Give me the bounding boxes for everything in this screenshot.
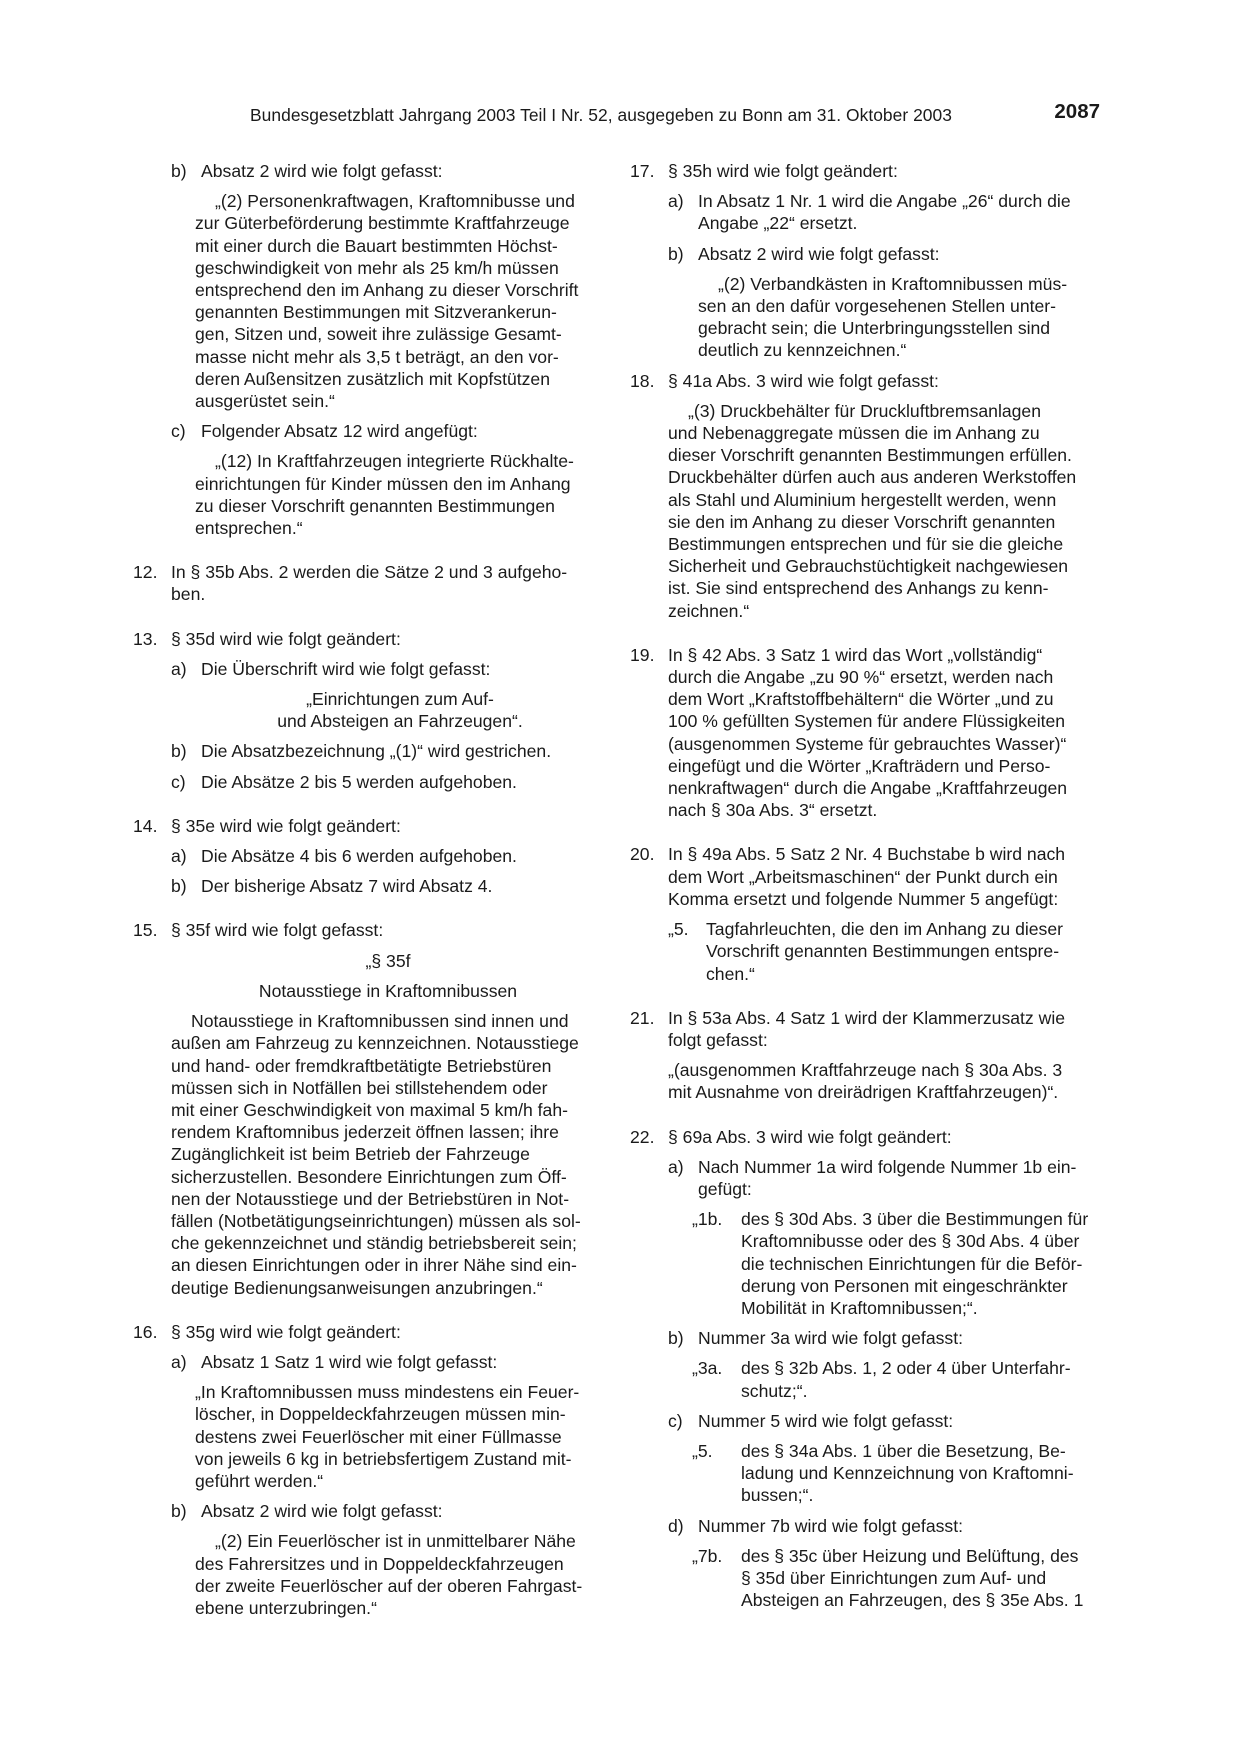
text-line: Druckbehälter dürfen auch aus anderen Werkstoffen <box>668 467 1077 488</box>
sub-item-label: d) <box>668 1515 684 1536</box>
text-line: „(ausgenommen Kraftfahrzeuge nach § 30a Abs. 3 <box>668 1060 1063 1081</box>
quoted-list-item <box>630 918 1098 985</box>
text-line: als Stahl und Aluminium hergestellt werden, wenn <box>668 489 1057 510</box>
sub-item-label: a) <box>171 1351 187 1372</box>
text-line: nach § 30a Abs. 3“ ersetzt. <box>668 800 878 821</box>
text-line: § 35d über Einrichtungen zum Auf- und <box>741 1567 1047 1588</box>
quoted-text <box>133 1381 605 1492</box>
numbered-item-17 <box>630 160 1098 182</box>
text-line: und hand- oder fremdkraftbetätigte Betriebstüren <box>171 1055 552 1076</box>
text-line: sen an den dafür vorgesehenen Stellen unter- <box>698 296 1056 317</box>
sub-item-b <box>133 160 605 182</box>
text-line: dem Wort „Arbeitsmaschinen“ der Punkt durch ein <box>668 866 1058 887</box>
item-number: 16. <box>133 1321 158 1342</box>
text-line: derung von Personen mit eingeschränkter <box>741 1275 1068 1296</box>
sub-item-b <box>630 1327 1098 1349</box>
sub-item-text: Absatz 2 wird wie folgt gefasst: <box>201 161 443 181</box>
text-line: In § 53a Abs. 4 Satz 1 wird der Klammerzusatz wie <box>668 1007 1066 1028</box>
text-line: entsprechend den im Anhang zu dieser Vorschrift <box>195 280 579 301</box>
text-line: deutige Bedienungsanweisungen anzubringen.“ <box>171 1277 543 1298</box>
sub-item-text: Nummer 7b wird wie folgt gefasst: <box>698 1515 963 1536</box>
text-line: Angabe „22“ ersetzt. <box>698 213 858 234</box>
item-number: 18. <box>630 370 655 391</box>
numbered-item-20 <box>630 843 1098 910</box>
item-number: 19. <box>630 644 655 665</box>
text-line: chen.“ <box>706 963 755 984</box>
text-line: „(3) Druckbehälter für Druckluftbremsanlagen <box>688 400 1041 421</box>
text-line: „Einrichtungen zum Auf- <box>306 689 494 710</box>
sub-item-label: a) <box>171 846 187 867</box>
quoted-list-item <box>630 1545 1098 1612</box>
text-line: che gekennzeichnet und ständig betriebsbereit sein; <box>171 1233 577 1254</box>
sub-item-label: b) <box>668 1328 684 1349</box>
quoted-heading <box>133 688 605 732</box>
sub-item-text: Die Absätze 2 bis 5 werden aufgehoben. <box>201 771 517 792</box>
numbered-item-13 <box>133 628 605 650</box>
text-line: „(12) In Kraftfahrzeugen integrierte Rückhalte- <box>215 451 574 472</box>
text-line: ebene unterzubringen.“ <box>195 1597 377 1618</box>
text-line: In § 35b Abs. 2 werden die Sätze 2 und 3 aufgeho- <box>171 562 568 583</box>
sub-item-b <box>133 875 605 897</box>
text-line: masse nicht mehr als 3,5 t beträgt, an den vor- <box>195 346 559 367</box>
item-number: 13. <box>133 628 158 649</box>
sub-item-label: b) <box>171 161 187 181</box>
sub-item-a <box>133 658 605 680</box>
text-line: deutlich zu kennzeichnen.“ <box>698 340 907 361</box>
left-column <box>133 160 605 1619</box>
text-line: zur Güterbeförderung bestimmte Kraftfahrzeuge <box>195 213 570 234</box>
text-line: ist. Sie sind entsprechend des Anhangs zu kenn- <box>668 578 1049 599</box>
text-line: In Absatz 1 Nr. 1 wird die Angabe „26“ durch die <box>698 191 1071 212</box>
sub-item-label: a) <box>171 658 187 679</box>
list-label: „5. <box>668 919 689 940</box>
header-title: Bundesgesetzblatt Jahrgang 2003 Teil I Nr. 52, ausgegeben zu Bonn am 31. Oktober 2003 <box>250 105 952 125</box>
text-line: ben. <box>171 584 206 605</box>
sub-item-a <box>630 190 1098 234</box>
item-text: § 35d wird wie folgt geändert: <box>171 628 401 649</box>
numbered-item-12 <box>133 561 605 605</box>
text-line: bussen;“. <box>741 1485 814 1506</box>
right-column <box>630 160 1098 1611</box>
text-line: Notausstiege in Kraftomnibussen sind innen und <box>191 1011 569 1032</box>
sub-item-b <box>133 1500 605 1522</box>
text-line: der zweite Feuerlöscher auf der oberen Fahrgast- <box>195 1575 583 1596</box>
item-text: § 35h wird wie folgt geändert: <box>668 161 898 181</box>
sub-item-a <box>133 845 605 867</box>
quoted-text <box>133 450 605 539</box>
sub-item-label: b) <box>171 741 187 762</box>
page-header <box>250 102 1100 128</box>
item-text: § 41a Abs. 3 wird wie folgt gefasst: <box>668 370 939 391</box>
text-line: Vorschrift genannten Bestimmungen entspre- <box>706 941 1060 962</box>
text-line: destens zwei Feuerlöscher mit einer Füllmasse <box>195 1426 562 1447</box>
text-line: „(2) Ein Feuerlöscher ist in unmittelbarer Nähe <box>215 1531 576 1552</box>
text-line: die technischen Einrichtungen für die Beför- <box>741 1253 1083 1274</box>
quoted-text <box>630 1059 1098 1103</box>
list-label: „5. <box>692 1440 713 1461</box>
text-line: an diesen Einrichtungen oder in ihrer Nähe sind ein- <box>171 1255 577 1276</box>
item-text: § 35e wird wie folgt geändert: <box>171 815 401 836</box>
text-line: sicherzustellen. Besondere Einrichtungen zum Öff- <box>171 1166 567 1187</box>
text-line: „In Kraftomnibussen muss mindestens ein Feuer- <box>195 1382 580 1403</box>
numbered-item-14 <box>133 815 605 837</box>
text-line: des Fahrersitzes und in Doppeldeckfahrzeugen <box>195 1553 564 1574</box>
text-line: deren Außensitzen zusätzlich mit Kopfstützen <box>195 368 550 389</box>
sub-item-c <box>133 420 605 442</box>
quoted-text <box>630 273 1098 362</box>
sub-item-b <box>133 740 605 762</box>
sub-item-text: Absatz 1 Satz 1 wird wie folgt gefasst: <box>201 1351 498 1372</box>
text-line: „(2) Verbandkästen in Kraftomnibussen müs- <box>718 273 1068 294</box>
text-line: schutz;“. <box>741 1380 808 1401</box>
sub-item-label: c) <box>171 771 186 792</box>
section-title: Notausstiege in Kraftomnibussen <box>258 980 518 1001</box>
text-line: Sicherheit und Gebrauchstüchtigkeit nachgewiesen <box>668 556 1069 577</box>
sub-item-c <box>133 771 605 793</box>
sub-item-label: b) <box>668 243 684 264</box>
text-line: Zugänglichkeit ist beim Betrieb der Fahrzeuge <box>171 1144 530 1165</box>
text-line: In § 42 Abs. 3 Satz 1 wird das Wort „vollständig“ <box>668 644 1043 665</box>
sub-item-label: b) <box>171 876 187 897</box>
item-text: § 35f wird wie folgt gefasst: <box>171 920 384 941</box>
sub-item-a <box>133 1351 605 1373</box>
sub-item-label: c) <box>171 421 186 442</box>
sub-item-text: Nummer 5 wird wie folgt gefasst: <box>698 1410 954 1431</box>
text-line: zu dieser Vorschrift genannten Bestimmungen <box>195 495 555 516</box>
text-line: ausgerüstet sein.“ <box>195 391 335 412</box>
item-number: 14. <box>133 815 158 836</box>
text-line: rendem Kraftomnibus jederzeit öffnen lassen; ihre <box>171 1122 559 1143</box>
text-line: durch die Angabe „zu 90 %“ ersetzt, werden nach <box>668 667 1054 688</box>
text-line: geschwindigkeit von mehr als 25 km/h müssen <box>195 257 559 278</box>
text-line: mit einer Geschwindigkeit von maximal 5 km/h fah- <box>171 1099 568 1120</box>
text-line: außen am Fahrzeug zu kennzeichnen. Notausstiege <box>171 1033 579 1054</box>
text-line: des § 32b Abs. 1, 2 oder 4 über Unterfahr- <box>741 1358 1071 1379</box>
sub-item-d <box>630 1515 1098 1537</box>
list-label: „1b. <box>692 1209 723 1230</box>
sub-item-text: Die Überschrift wird wie folgt gefasst: <box>201 658 491 679</box>
numbered-item-18 <box>630 370 1098 392</box>
numbered-item-21 <box>630 1007 1098 1051</box>
sub-item-label: a) <box>668 1156 684 1177</box>
text-line: entsprechen.“ <box>195 518 303 539</box>
item-number: 15. <box>133 920 158 941</box>
list-label: „7b. <box>692 1545 723 1566</box>
sub-item-a <box>630 1156 1098 1200</box>
text-line: von jeweils 6 kg in betriebsfertigem Zustand mit- <box>195 1448 572 1469</box>
text-line: und Absteigen an Fahrzeugen“. <box>277 711 523 732</box>
sub-item-label: c) <box>668 1410 683 1431</box>
text-line: fällen (Notbetätigungseinrichtungen) müssen als sol- <box>171 1210 581 1231</box>
text-line: des § 30d Abs. 3 über die Bestimmungen für <box>741 1209 1089 1230</box>
numbered-item-19 <box>630 644 1098 822</box>
sub-item-text: Folgender Absatz 12 wird angefügt: <box>201 421 478 442</box>
numbered-item-16 <box>133 1321 605 1343</box>
text-line: (ausgenommen Systeme für gebrauchtes Wasser)“ <box>668 733 1067 754</box>
text-line: müssen sich in Notfällen bei stillstehendem oder <box>171 1077 548 1098</box>
sub-item-text: Nummer 3a wird wie folgt gefasst: <box>698 1328 963 1349</box>
text-line: „(2) Personenkraftwagen, Kraftomnibusse und <box>215 191 575 212</box>
item-number: 20. <box>630 844 655 865</box>
item-text: § 69a Abs. 3 wird wie folgt geändert: <box>668 1126 952 1147</box>
text-line: gen, Sitzen und, soweit ihre zulässige Gesamt- <box>195 324 562 345</box>
text-line: nen der Notausstiege und der Betriebstüren in Not- <box>171 1188 570 1209</box>
text-line: Tagfahrleuchten, die den im Anhang zu dieser <box>706 919 1064 940</box>
text-line: des § 35c über Heizung und Belüftung, des <box>741 1545 1079 1566</box>
item-number: 12. <box>133 562 158 583</box>
section-heading: „§ 35f <box>365 950 411 971</box>
text-line: Mobilität in Kraftomnibussen;“. <box>741 1297 978 1318</box>
sub-item-b <box>630 243 1098 265</box>
sub-item-text: Die Absatzbezeichnung „(1)“ wird gestrichen. <box>201 741 552 762</box>
quoted-text <box>630 400 1098 622</box>
page-number: 2087 <box>1054 100 1100 123</box>
text-line: Nach Nummer 1a wird folgende Nummer 1b ein- <box>698 1156 1077 1177</box>
numbered-item-15 <box>133 919 605 941</box>
text-line: gefügt: <box>698 1178 752 1199</box>
text-line: des § 34a Abs. 1 über die Besetzung, Be- <box>741 1440 1066 1461</box>
sub-item-text: Absatz 2 wird wie folgt gefasst: <box>201 1501 443 1522</box>
text-line: genannten Bestimmungen mit Sitzverankerun- <box>195 302 557 323</box>
text-line: einrichtungen für Kinder müssen den im Anhang <box>195 473 571 494</box>
text-line: Absteigen an Fahrzeugen, des § 35e Abs. 1 <box>741 1590 1084 1611</box>
quoted-text <box>133 190 605 412</box>
text-line: folgt gefasst: <box>668 1029 768 1050</box>
sub-item-text: Absatz 2 wird wie folgt gefasst: <box>698 243 940 264</box>
list-label: „3a. <box>692 1358 723 1379</box>
text-line: sie den im Anhang zu dieser Vorschrift genannten <box>668 511 1056 532</box>
numbered-item-22 <box>630 1126 1098 1148</box>
sub-item-text: Die Absätze 4 bis 6 werden aufgehoben. <box>201 846 517 867</box>
sub-item-label: a) <box>668 191 684 212</box>
item-number: 21. <box>630 1007 655 1028</box>
text-line: ladung und Kennzeichnung von Kraftomni- <box>741 1463 1074 1484</box>
text-line: löscher, in Doppeldeckfahrzeugen müssen min- <box>195 1404 566 1425</box>
sub-item-label: b) <box>171 1501 187 1522</box>
section-body <box>133 1010 605 1299</box>
item-text: § 35g wird wie folgt geändert: <box>171 1321 401 1342</box>
sub-item-c <box>630 1410 1098 1432</box>
text-line: Kraftomnibusse oder des § 30d Abs. 4 über <box>741 1231 1080 1252</box>
text-line: mit Ausnahme von dreirädrigen Kraftfahrzeugen)“. <box>668 1082 1059 1103</box>
text-line: gebracht sein; die Unterbringungsstellen sind <box>698 318 1051 339</box>
text-line: mit einer durch die Bauart bestimmten Höchst- <box>195 235 558 256</box>
text-line: geführt werden.“ <box>195 1470 324 1491</box>
quoted-list-item <box>630 1357 1098 1401</box>
text-line: 100 % gefüllten Systemen für andere Flüssigkeiten <box>668 711 1066 732</box>
item-number: 17. <box>630 161 655 181</box>
text-line: eingefügt und die Wörter „Krafträdern und Perso- <box>668 755 1051 776</box>
quoted-list-item <box>630 1440 1098 1507</box>
text-line: dem Wort „Kraftstoffbehältern“ die Wörter „und zu <box>668 689 1054 710</box>
text-line: Komma ersetzt und folgende Nummer 5 angefügt: <box>668 888 1059 909</box>
text-line: dieser Vorschrift genannten Bestimmungen erfüllen. <box>668 445 1072 466</box>
text-line: und Nebenaggregate müssen die im Anhang zu <box>668 423 1040 444</box>
quoted-list-item <box>630 1208 1098 1319</box>
quoted-text <box>133 1530 605 1619</box>
item-number: 22. <box>630 1126 655 1147</box>
text-line: In § 49a Abs. 5 Satz 2 Nr. 4 Buchstabe b wird nach <box>668 844 1066 865</box>
text-line: nenkraftwagen“ durch die Angabe „Kraftfahrzeugen <box>668 778 1068 799</box>
text-line: zeichnen.“ <box>668 600 750 621</box>
text-line: Bestimmungen entsprechen und für sie die gleiche <box>668 534 1064 555</box>
sub-item-text: Der bisherige Absatz 7 wird Absatz 4. <box>201 876 493 897</box>
